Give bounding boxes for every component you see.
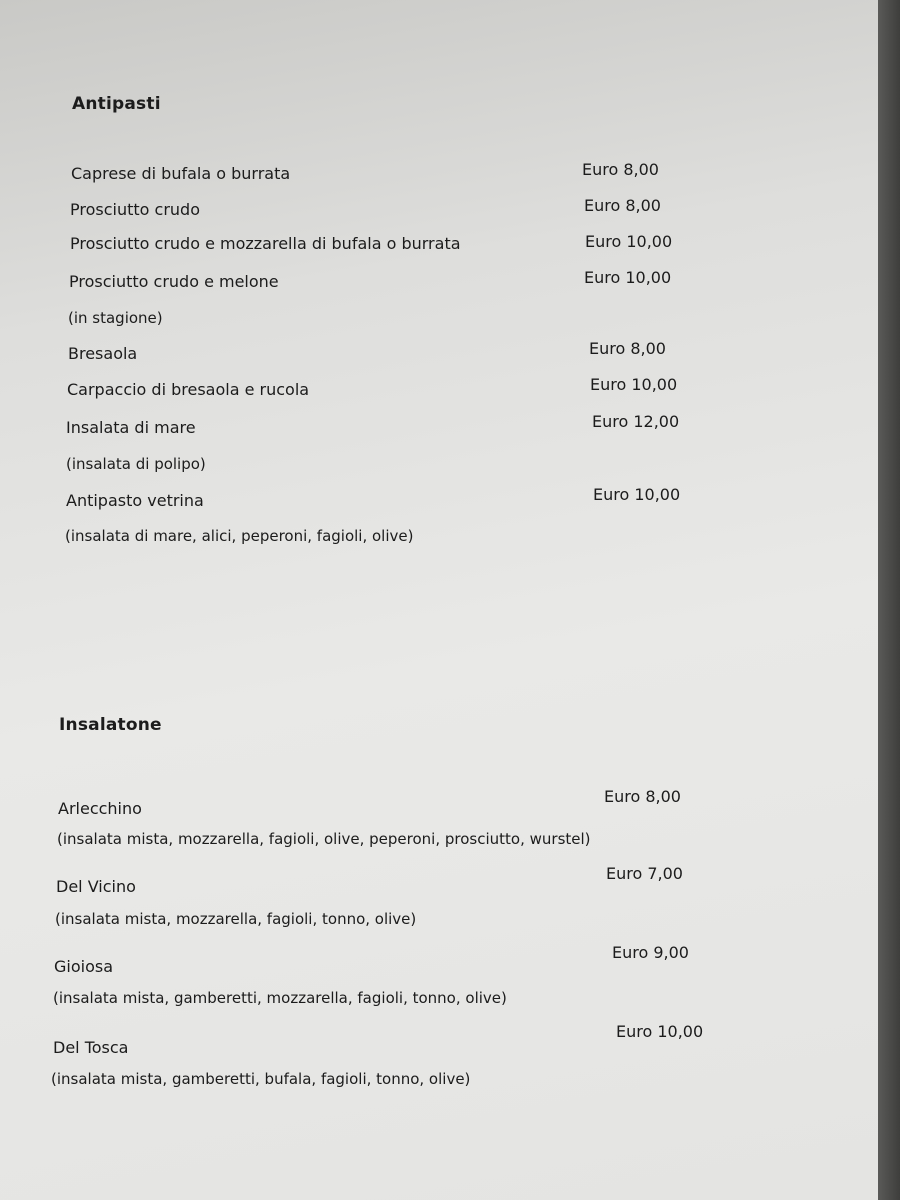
table-edge (878, 0, 900, 1200)
item-name: Antipasto vetrina (66, 491, 204, 510)
item-price: Euro 10,00 (590, 375, 678, 394)
item-price: Euro 9,00 (612, 943, 689, 962)
item-price: Euro 8,00 (589, 339, 666, 358)
item-name: Del Vicino (56, 877, 136, 896)
item-name: Del Tosca (53, 1038, 129, 1057)
item-name: Insalata di mare (66, 418, 196, 437)
item-note: (insalata mista, mozzarella, fagioli, olive, peperoni, prosciutto, wurstel) (57, 830, 591, 848)
item-price: Euro 10,00 (584, 268, 672, 287)
item-price: Euro 7,00 (606, 864, 683, 883)
section-title-insalatone: Insalatone (59, 715, 162, 735)
item-price: Euro 10,00 (585, 232, 673, 251)
section-title-antipasti: Antipasti (72, 94, 161, 114)
item-name: Gioiosa (54, 957, 114, 976)
item-name: Prosciutto crudo e mozzarella di bufala o burrata (70, 234, 461, 253)
item-name: Bresaola (68, 344, 138, 363)
item-name: Arlecchino (58, 799, 142, 818)
item-price: Euro 8,00 (584, 196, 661, 215)
item-name: Caprese di bufala o burrata (71, 164, 291, 183)
item-name: Carpaccio di bresaola e rucola (67, 380, 310, 399)
item-price: Euro 10,00 (593, 485, 681, 504)
item-note: (insalata mista, gamberetti, bufala, fagioli, tonno, olive) (51, 1070, 471, 1088)
item-note: (insalata mista, mozzarella, fagioli, tonno, olive) (55, 910, 417, 928)
item-price: Euro 8,00 (582, 160, 659, 179)
item-note: (insalata di polipo) (66, 455, 206, 473)
item-name: Prosciutto crudo e melone (69, 272, 279, 291)
item-note: (in stagione) (68, 309, 163, 327)
item-name: Prosciutto crudo (70, 200, 200, 219)
item-price: Euro 8,00 (604, 787, 681, 806)
item-price: Euro 12,00 (592, 412, 680, 431)
item-note: (insalata mista, gamberetti, mozzarella, fagioli, tonno, olive) (53, 989, 507, 1007)
item-note: (insalata di mare, alici, peperoni, fagioli, olive) (65, 527, 414, 545)
item-price: Euro 10,00 (616, 1022, 704, 1041)
